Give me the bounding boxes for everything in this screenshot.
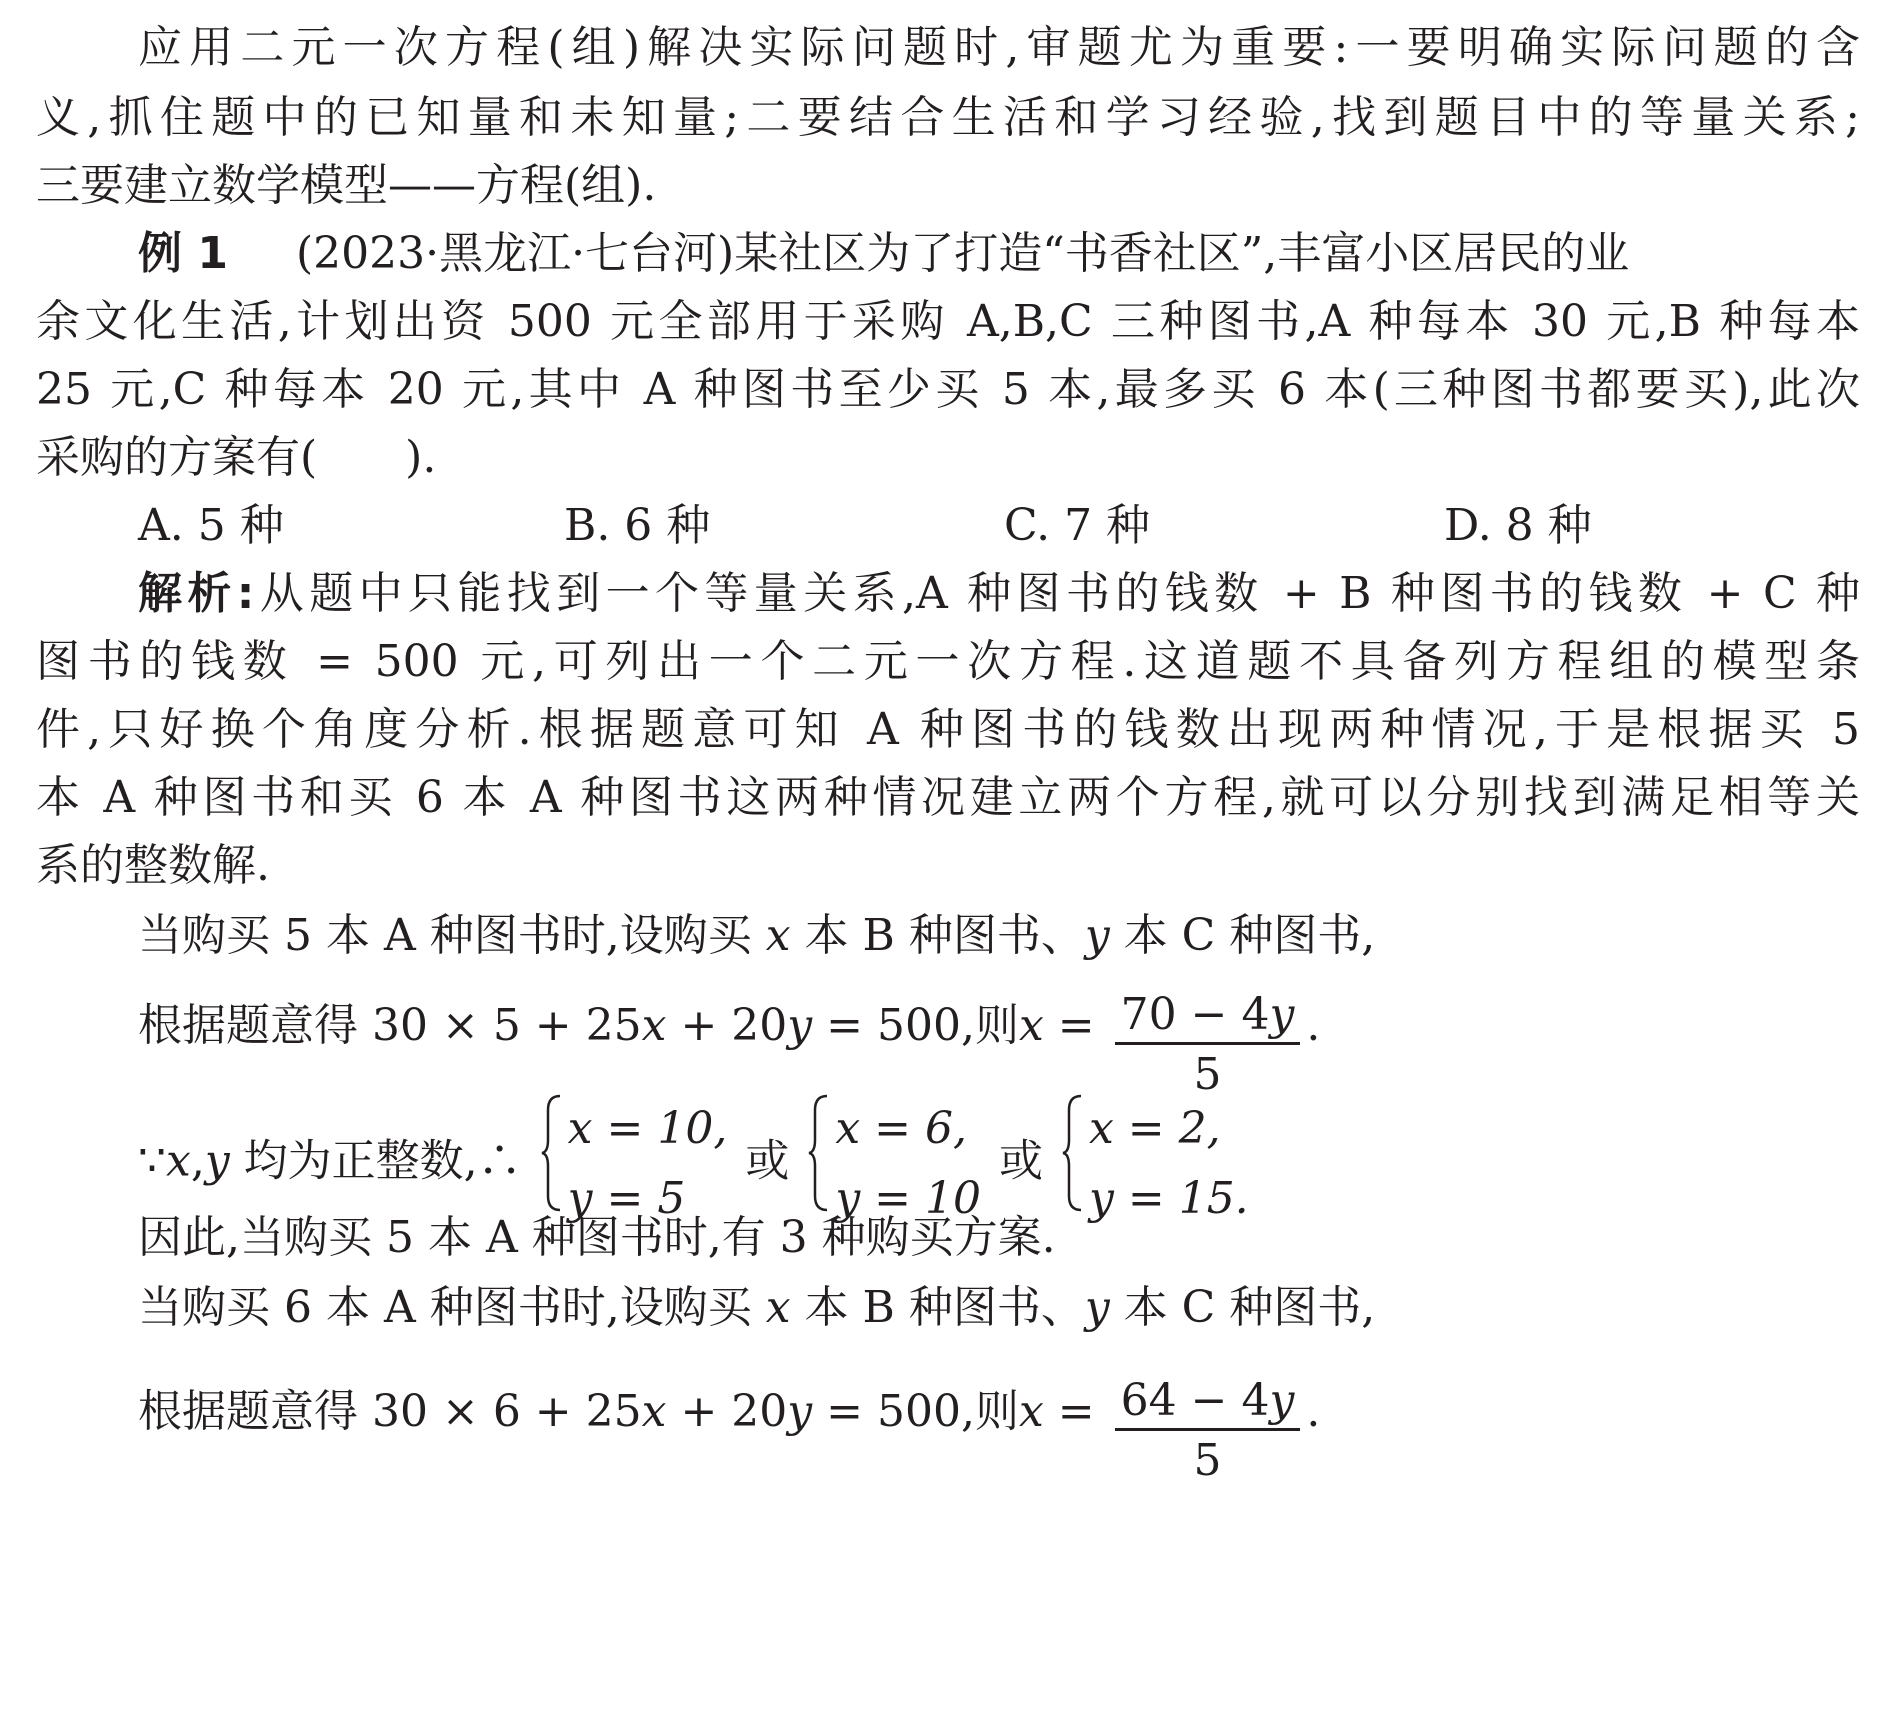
intro-line-1: 应用二元一次方程(组)解决实际问题时,审题尤为重要:一要明确实际问题的含 xyxy=(138,22,1860,73)
analysis-first-line xyxy=(138,566,1860,622)
example-line-3: 25 元,C 种每本 20 元,其中 A 种图书至少买 5 本,最多买 6 本(三种图书都要买),此次 xyxy=(36,364,1860,415)
analysis-line-1: 从题中只能找到一个等量关系,A 种图书的钱数 + B 种图书的钱数 + C 种 xyxy=(254,568,1860,619)
example-label: 例 1 xyxy=(138,228,228,279)
case5-solutions: ∵x,y 均为正整数,∴ x = 10, y = 5 或 x = 6, y = 10 或 x = 2, y = 15. xyxy=(138,1094,1253,1234)
case6-equation: 根据题意得 30 × 6 + 25x + 20y = 500,则x = $\frac{64 - 4y}{5}$ . xyxy=(138,1356,1320,1473)
case5-fraction: $\frac{70 - 4y}{5}$ xyxy=(1115,988,1301,1105)
solution-system-2: x = 6, y = 10 xyxy=(807,1094,981,1234)
option-d: D. 8 种 xyxy=(1444,500,1592,551)
example-line-2: 余文化生活,计划出资 500 元全部用于采购 A,B,C 三种图书,A 种每本 30 元,B 种每本 xyxy=(36,296,1860,347)
example-line-4: 采购的方案有( ). xyxy=(36,432,437,483)
option-b: B. 6 种 xyxy=(564,500,711,551)
example-first-line xyxy=(138,226,1860,282)
analysis-label: 解析: xyxy=(138,568,255,619)
option-a: A. 5 种 xyxy=(138,500,284,551)
analysis-line-3: 件,只好换个角度分析.根据题意可知 A 种图书的钱数出现两种情况,于是根据买 5 xyxy=(36,704,1860,755)
option-c: C. 7 种 xyxy=(1004,500,1151,551)
analysis-line-4: 本 A 种图书和买 6 本 A 种图书这两种情况建立两个方程,就可以分别找到满足相等关 xyxy=(36,772,1860,823)
intro-line-2: 义,抓住题中的已知量和未知量;二要结合生活和学习经验,找到题目中的等量关系; xyxy=(36,92,1860,143)
case5-setup: 当购买 5 本 A 种图书时,设购买 x 本 B 种图书、y 本 C 种图书, xyxy=(138,910,1376,961)
case6-fraction: $\frac{64 - 4y}{5}$ xyxy=(1115,1374,1301,1491)
solution-system-1: x = 10, y = 5 xyxy=(540,1094,728,1234)
case6-setup: 当购买 6 本 A 种图书时,设购买 x 本 B 种图书、y 本 C 种图书, xyxy=(138,1282,1376,1333)
analysis-line-5: 系的整数解. xyxy=(36,840,270,891)
analysis-line-2: 图书的钱数 = 500 元,可列出一个二元一次方程.这道题不具备列方程组的模型条 xyxy=(36,636,1860,687)
case5-conclusion: 因此,当购买 5 本 A 种图书时,有 3 种购买方案. xyxy=(138,1212,1056,1263)
case5-equation: 根据题意得 30 × 5 + 25x + 20y = 500,则x = $\frac{70 - 4y}{5}$ . xyxy=(138,970,1320,1087)
intro-line-3: 三要建立数学模型——方程(组). xyxy=(36,160,657,211)
example-line-1: (2023·黑龙江·七台河)某社区为了打造“书香社区”,丰富小区居民的业 xyxy=(295,228,1630,279)
solution-system-3: x = 2, y = 15. xyxy=(1061,1094,1249,1234)
